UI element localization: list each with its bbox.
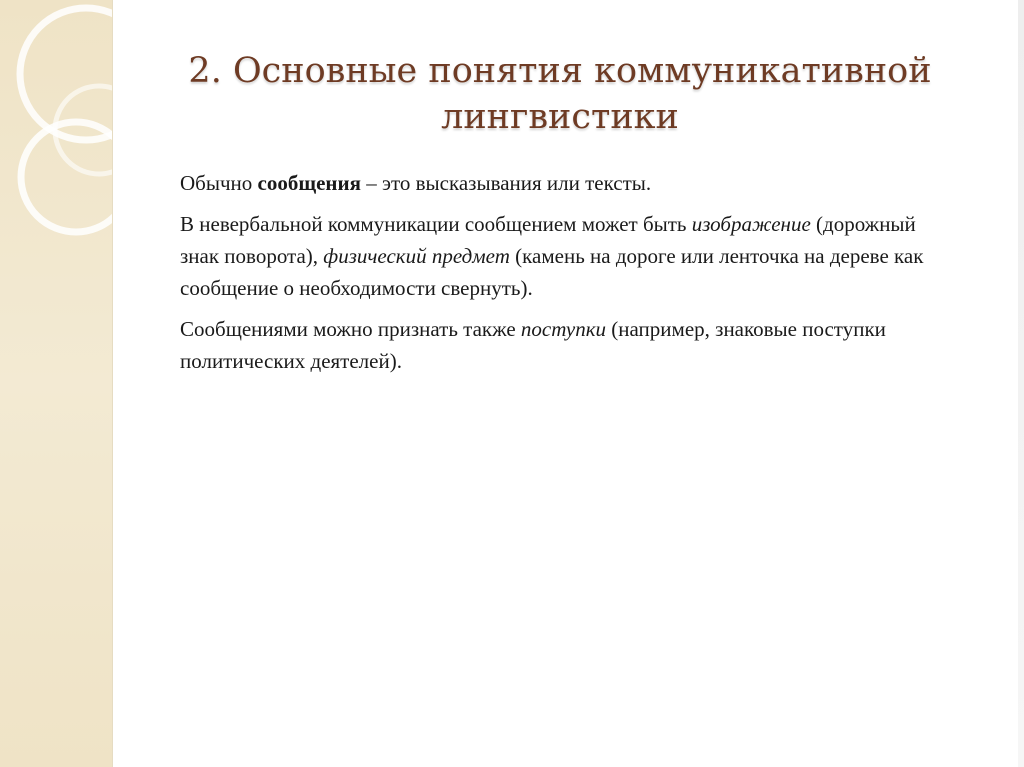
slide-body (180, 167, 960, 386)
paragraph-2-italic-2: физический предмет (323, 244, 510, 268)
paragraph-1-bold-term: сообщения (257, 171, 361, 195)
paragraph-2 (180, 208, 960, 304)
paragraph-2-part-2: (дорожный знак поворота), (180, 212, 916, 268)
paragraph-2-italic-1: изображение (691, 212, 811, 236)
decorative-rings (0, 0, 112, 767)
paragraph-2-part-3: (камень на дороге или ленточка на дереве как сообщение о необходимости свернуть). (180, 244, 924, 300)
paragraph-1-text-after: – это высказывания или тексты. (360, 171, 652, 195)
paragraph-3-part-1: Сообщениями можно признать также (180, 317, 521, 341)
paragraph-3 (180, 313, 960, 377)
paragraph-3-part-2: (например, знаковые поступки политических деятелей). (180, 317, 886, 373)
paragraph-2-part-1: В невербальной коммуникации сообщением может быть (180, 212, 692, 236)
right-edge-strip (1018, 0, 1024, 767)
paragraph-1 (180, 167, 960, 199)
paragraph-1-text-before: Обычно (180, 171, 258, 195)
slide-title: 2. Основные понятия коммуникативной лингвистики (188, 51, 932, 137)
paragraph-3-italic-1: поступки (520, 317, 607, 341)
